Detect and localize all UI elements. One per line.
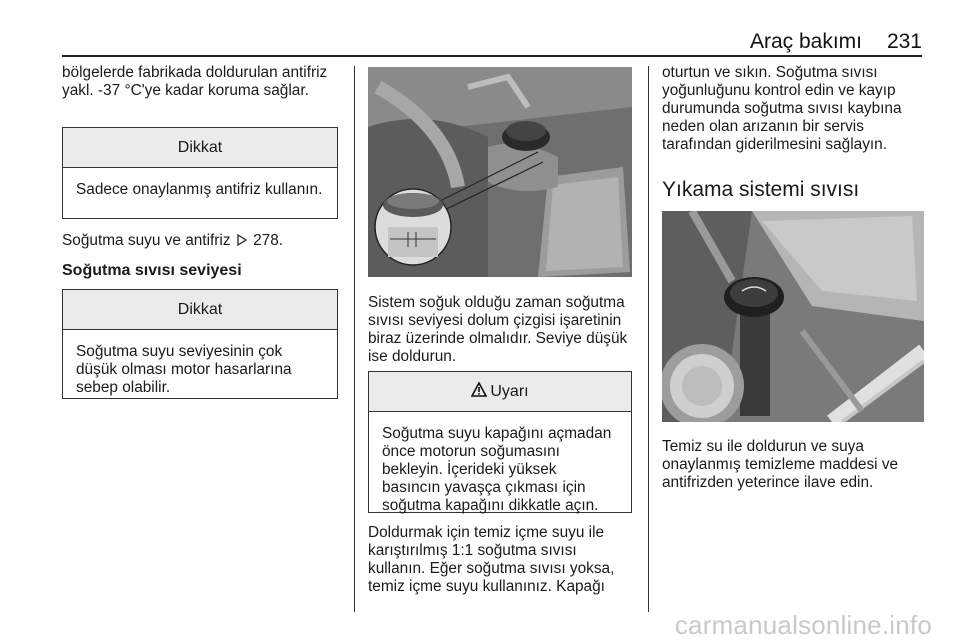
column-divider-2 xyxy=(648,66,649,612)
watermark: carmanualsonline.info xyxy=(674,610,932,640)
reference-page: 278. xyxy=(253,232,284,249)
reference-text: Soğutma suyu ve antifriz xyxy=(62,232,231,249)
warning-triangle-icon xyxy=(471,382,487,402)
notice-box-2-title: Dikkat xyxy=(63,290,337,330)
washer-fluid-instructions: Temiz su ile doldurun ve suya onaylanmış temizleme maddesi ve antifrizden yeterince ilave edin. xyxy=(662,438,899,491)
column-2-para-2 xyxy=(368,524,636,596)
coolant-level-instructions: Sistem soğuk olduğu zaman soğutma sıvısı seviyesi dolum çizgisi işaretinin biraz üzerinde olmalıdır. Seviye düşük ise doldurun. xyxy=(368,294,628,365)
warning-box xyxy=(368,371,632,513)
column-divider-1 xyxy=(354,66,355,612)
column-2-para-1 xyxy=(368,294,636,366)
notice-box-1-body: Sadece onaylanmış antifriz kullanın. xyxy=(76,181,323,198)
header-rule xyxy=(62,55,922,57)
notice-box-1-title: Dikkat xyxy=(63,128,337,168)
notice-box-2-body: Soğutma suyu seviyesinin çok düşük olması motor hasarlarına sebep olabilir. xyxy=(76,343,292,396)
coolant-reservoir-photo xyxy=(368,67,632,277)
coolant-level-heading: Soğutma sıvısı seviyesi xyxy=(62,262,242,279)
column-3-para-1 xyxy=(662,64,922,154)
notice-box-1 xyxy=(62,127,338,219)
coolant-check-instructions: oturtun ve sıkın. Soğutma sıvısı yoğunluğunu kontrol edin ve kayıp durumunda soğutma sıvısı kaybına neden olan arızanın bir servis tarafından giderilmesini sağlayın. xyxy=(662,64,902,153)
notice-box-2 xyxy=(62,289,338,399)
intro-paragraph: bölgelerde fabrikada doldurulan antifriz yakl. -37 °C'ye kadar koruma sağlar. xyxy=(62,64,328,99)
section-title: Araç bakımı xyxy=(749,30,862,53)
page-number: 231 xyxy=(886,30,922,53)
washer-fluid-photo xyxy=(662,211,924,422)
warning-box-header xyxy=(369,372,631,412)
reference-line xyxy=(62,232,342,251)
column-1-intro xyxy=(62,64,342,100)
page-header xyxy=(62,30,922,52)
washer-fluid-heading: Yıkama sistemi sıvısı xyxy=(662,178,860,201)
coolant-fill-instructions: Doldurmak için temiz içme suyu ile karıştırılmış 1:1 soğutma sıvısı kullanın. Eğer soğutma sıvısı yoksa, temiz içme suyu kullanınız. Kapağı xyxy=(368,524,615,595)
warning-box-body: Soğutma suyu kapağını açmadan önce motorun soğumasını bekleyin. İçerideki yüksek basıncın yavaşça çıkması için soğutma kapağını dikkatle açın. xyxy=(382,425,612,514)
triangle-reference-icon xyxy=(237,233,247,251)
column-3-para-2 xyxy=(662,438,924,492)
warning-box-title: Uyarı xyxy=(490,382,529,400)
